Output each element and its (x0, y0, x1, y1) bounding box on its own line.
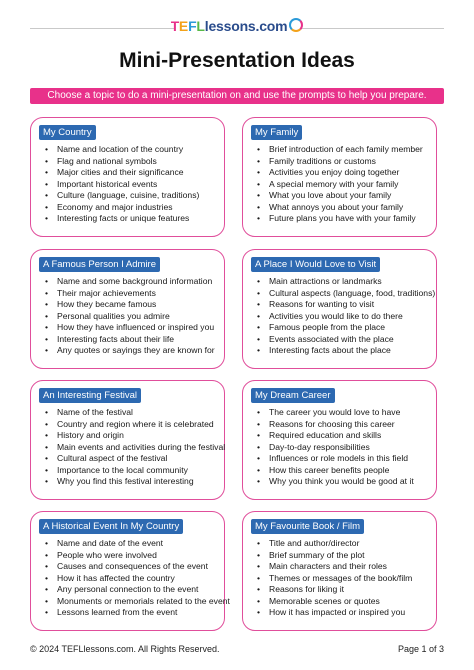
prompt-list (257, 538, 432, 619)
prompt-item: • Activities you enjoy doing together (257, 167, 432, 179)
topic-title: A Famous Person I Admire (39, 257, 160, 272)
prompt-item: • How it has affected the country (45, 573, 220, 585)
prompt-item: • Influences or role models in this field (257, 453, 432, 465)
prompt-item: • Required education and skills (257, 430, 432, 442)
prompt-item: • Monuments or memorials related to the event (45, 596, 220, 608)
prompt-item: • Interesting facts about their life (45, 334, 220, 346)
prompt-item: • A special memory with your family (257, 179, 432, 191)
topic-card-famous-person (30, 249, 225, 369)
prompt-item: • Brief summary of the plot (257, 550, 432, 562)
prompt-item: • Brief introduction of each family member (257, 144, 432, 156)
prompt-list (257, 407, 432, 488)
prompt-item: • Title and author/director (257, 538, 432, 550)
prompt-item: • Memorable scenes or quotes (257, 596, 432, 608)
prompt-item: • Cultural aspect of the festival (45, 453, 220, 465)
prompt-item: • Reasons for choosing this career (257, 419, 432, 431)
prompt-list (45, 538, 230, 619)
prompt-item: • Causes and consequences of the event (45, 561, 220, 573)
prompt-item: • Name of the festival (45, 407, 220, 419)
prompt-item: • How this career benefits people (257, 465, 432, 477)
topic-title: My Country (39, 125, 96, 140)
topic-title: An Interesting Festival (39, 388, 141, 403)
footer-page-number: Page 1 of 3 (397, 644, 444, 654)
topic-title: A Historical Event In My Country (39, 519, 183, 534)
prompt-list (257, 144, 432, 225)
prompt-item: • Family traditions or customs (257, 156, 432, 168)
topic-card-my-country (30, 117, 225, 237)
prompt-list (45, 144, 220, 225)
prompt-item: • Name and date of the event (45, 538, 220, 550)
prompt-item: • Why you find this festival interesting (45, 476, 220, 488)
topic-card-festival (30, 380, 225, 500)
prompt-item: • Culture (language, cuisine, traditions) (45, 190, 220, 202)
topic-title: A Place I Would Love to Visit (251, 257, 380, 272)
site-logo (0, 18, 474, 34)
topic-title: My Family (251, 125, 302, 140)
prompt-item: • How they have influenced or inspired you (45, 322, 220, 334)
prompt-item: • Personal qualities you admire (45, 311, 220, 323)
topic-card-place-to-visit (242, 249, 437, 369)
prompt-item: • Reasons for liking it (257, 584, 432, 596)
prompt-item: • Main attractions or landmarks (257, 276, 432, 288)
prompt-list (45, 407, 226, 488)
prompt-item: • How they became famous (45, 299, 220, 311)
prompt-item: • Name and location of the country (45, 144, 220, 156)
prompt-item: • Lessons learned from the event (45, 607, 220, 619)
prompt-item: • Their major achievements (45, 288, 220, 300)
prompt-item: • Famous people from the place (257, 322, 432, 334)
topic-title: My Favourite Book / Film (251, 519, 364, 534)
prompt-item: • People who were involved (45, 550, 220, 562)
prompt-item: • How it has impacted or inspired you (257, 607, 432, 619)
prompt-item: • Day-to-day responsibilities (257, 442, 432, 454)
prompt-item: • Future plans you have with your family (257, 213, 432, 225)
page-title: Mini-Presentation Ideas (119, 49, 355, 72)
prompt-item: • Interesting facts about the place (257, 345, 432, 357)
footer-copyright: © 2024 TEFLlessons.com. All Rights Reserved. (30, 644, 220, 654)
topic-card-favourite-book-film (242, 511, 437, 631)
logo-tefl: TEFL (170, 18, 205, 34)
logo-rest: lessons.com (204, 18, 288, 34)
prompt-item: • Why you think you would be good at it (257, 476, 432, 488)
prompt-item: • Cultural aspects (language, food, traditions) (257, 288, 432, 300)
prompt-item: • What you love about your family (257, 190, 432, 202)
topic-card-historical-event (30, 511, 230, 631)
prompt-item: • Major cities and their significance (45, 167, 220, 179)
prompt-item: • Any quotes or sayings they are known for (45, 345, 220, 357)
prompt-item: • Country and region where it is celebrated (45, 419, 220, 431)
prompt-item: • Name and some background information (45, 276, 220, 288)
prompt-item: • Events associated with the place (257, 334, 432, 346)
prompt-item: • The career you would love to have (257, 407, 432, 419)
prompt-item: • Any personal connection to the event (45, 584, 220, 596)
topic-title: My Dream Career (251, 388, 335, 403)
prompt-item: • Main characters and their roles (257, 561, 432, 573)
prompt-item: • Interesting facts or unique features (45, 213, 220, 225)
topic-card-dream-career (242, 380, 437, 500)
prompt-item: • Importance to the local community (45, 465, 220, 477)
instructions-banner: Choose a topic to do a mini-presentation on and use the prompts to help you prepare. (30, 88, 444, 104)
prompt-item: • Themes or messages of the book/film (257, 573, 432, 585)
prompt-item: • Reasons for wanting to visit (257, 299, 432, 311)
prompt-list (257, 276, 436, 357)
topic-card-my-family (242, 117, 437, 237)
prompt-item: • Important historical events (45, 179, 220, 191)
prompt-item: • Economy and major industries (45, 202, 220, 214)
prompt-item: • Main events and activities during the festival (45, 442, 220, 454)
prompt-list (45, 276, 220, 357)
globe-icon (289, 18, 303, 32)
prompt-item: • What annoys you about your family (257, 202, 432, 214)
prompt-item: • Flag and national symbols (45, 156, 220, 168)
prompt-item: • Activities you would like to do there (257, 311, 432, 323)
prompt-item: • History and origin (45, 430, 220, 442)
